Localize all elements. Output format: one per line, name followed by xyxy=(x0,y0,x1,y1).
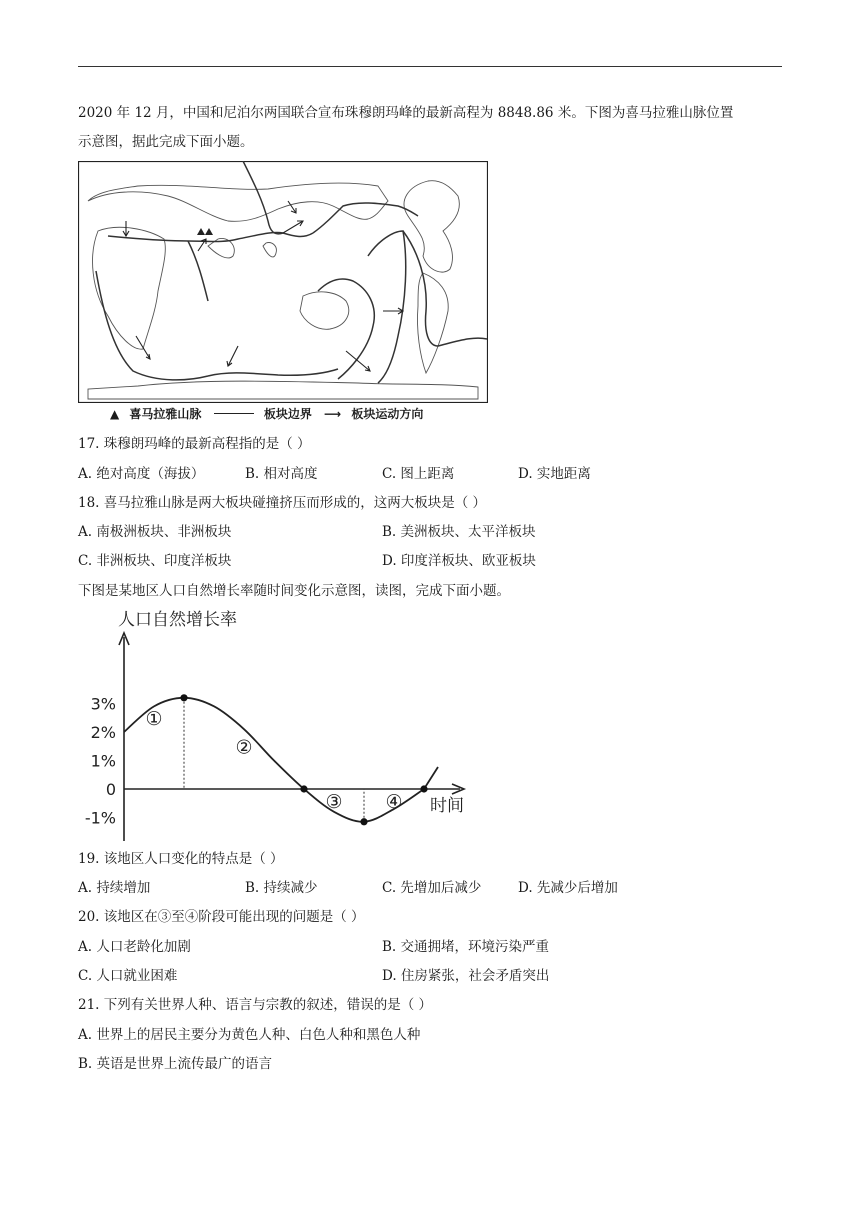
q18-option-d[interactable]: D. 印度洋板块、欧亚板块 xyxy=(382,553,536,569)
curve-point xyxy=(180,694,187,701)
q20-option-a[interactable]: A. 人口老龄化加剧 xyxy=(78,939,191,955)
q19-option-c[interactable]: C. 先增加后减少 xyxy=(382,880,482,896)
plate-map xyxy=(78,161,488,403)
legend-direction-label: 板块运动方向 xyxy=(351,407,424,421)
q17-option-b[interactable]: B. 相对高度 xyxy=(245,466,318,482)
growth-rate-chart xyxy=(78,605,478,845)
q20-option-d[interactable]: D. 住房紧张，社会矛盾突出 xyxy=(382,968,550,984)
stage-label: ② xyxy=(235,736,253,759)
y-tick-label: -1% xyxy=(84,808,116,828)
intro-paragraph-2: 下图是某地区人口自然增长率随时间变化示意图，读图，完成下面小题。 xyxy=(78,583,510,599)
legend-mountain-label: 喜马拉雅山脉 xyxy=(129,407,202,421)
q21-stem: 21. 下列有关世界人种、语言与宗教的叙述，错误的是（ ） xyxy=(78,997,433,1013)
q18-option-a[interactable]: A. 南极洲板块、非洲板块 xyxy=(78,524,232,540)
q17-option-c[interactable]: C. 图上距离 xyxy=(382,466,455,482)
stage-label: ① xyxy=(145,708,163,731)
q17-stem: 17. 珠穆朗玛峰的最新高程指的是（ ） xyxy=(78,436,311,452)
curve-point xyxy=(420,785,427,792)
curve-point xyxy=(360,818,367,825)
y-tick-label: 1% xyxy=(90,751,116,771)
arrow-right-icon: ⟶ xyxy=(324,406,342,421)
stage-label: ③ xyxy=(325,790,343,813)
q21-option-b[interactable]: B. 英语是世界上流传最广的语言 xyxy=(78,1056,273,1072)
q20-stem: 20. 该地区在③至④阶段可能出现的问题是（ ） xyxy=(78,909,365,925)
y-tick-label: 2% xyxy=(90,723,116,742)
intro-paragraph-line-1: 2020 年 12 月，中国和尼泊尔两国联合宣布珠穆朗玛峰的最新高程为 8848.86 米。下图为喜马拉雅山脉位置 xyxy=(78,105,734,121)
y-tick-label: 3% xyxy=(90,694,116,714)
boundary-line-icon xyxy=(214,413,254,414)
q19-stem: 19. 该地区人口变化的特点是（ ） xyxy=(78,851,284,867)
map-legend xyxy=(110,405,423,422)
mountain-icon: ▲ xyxy=(110,406,120,421)
legend-boundary-label: 板块边界 xyxy=(263,407,312,421)
q21-option-a[interactable]: A. 世界上的居民主要分为黄色人种、白色人种和黑色人种 xyxy=(78,1027,421,1043)
q20-option-b[interactable]: B. 交通拥堵，环境污染严重 xyxy=(382,939,550,955)
q19-option-b[interactable]: B. 持续减少 xyxy=(245,880,318,896)
q19-option-d[interactable]: D. 先减少后增加 xyxy=(518,880,618,896)
q19-option-a[interactable]: A. 持续增加 xyxy=(78,880,151,896)
q18-option-b[interactable]: B. 美洲板块、太平洋板块 xyxy=(382,524,536,540)
chart-ylabel: 人口自然增长率 xyxy=(118,610,237,630)
curve-point xyxy=(300,785,307,792)
q17-option-a[interactable]: A. 绝对高度（海拔） xyxy=(78,466,205,482)
q17-option-d[interactable]: D. 实地距离 xyxy=(518,466,591,482)
q20-option-c[interactable]: C. 人口就业困难 xyxy=(78,968,178,984)
chart-xlabel: 时间 xyxy=(430,796,464,816)
q18-stem: 18. 喜马拉雅山脉是两大板块碰撞挤压而形成的，这两大板块是（ ） xyxy=(78,495,487,511)
stage-label: ④ xyxy=(385,790,403,813)
q18-option-c[interactable]: C. 非洲板块、印度洋板块 xyxy=(78,553,232,569)
y-tick-label: 0 xyxy=(105,780,116,799)
header-rule xyxy=(78,66,782,67)
intro-paragraph-line-2: 示意图，据此完成下面小题。 xyxy=(78,134,254,150)
